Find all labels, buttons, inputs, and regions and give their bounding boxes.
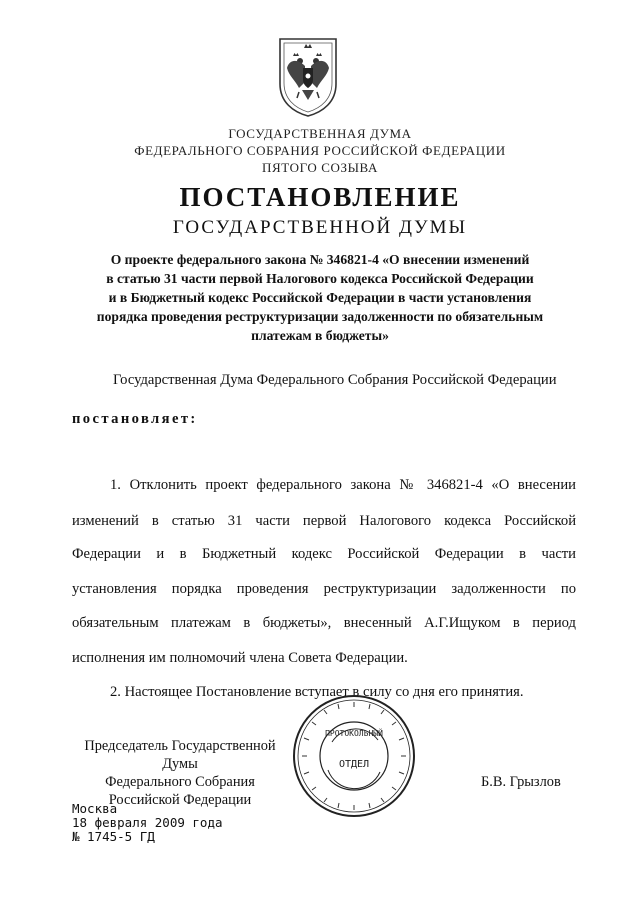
footer-date: 18 февраля 2009 года — [72, 815, 223, 830]
signatory-title-line: Председатель Государственной Думы — [84, 738, 276, 772]
preamble: Государственная Дума Федерального Собрания Российской Федерации — [113, 372, 557, 388]
footer-number: № 1745-5 ГД — [72, 829, 155, 844]
item1-line: изменений в статью 31 части первой Налогового кодекса Российской — [72, 513, 576, 529]
subject-line: в статью 31 части первой Налогового кодекса Российской Федерации — [106, 271, 534, 286]
stamp-center-text: ОТДЕЛ — [338, 759, 370, 770]
item1-line: установления порядка проведения реструктуризации задолженности по — [72, 581, 576, 597]
item1-line: Федерации и в Бюджетный кодекс Российской Федерации в части — [72, 546, 576, 562]
subject-line: О проекте федерального закона № 346821-4 «О внесении изменений — [110, 252, 530, 267]
document-title: ПОСТАНОВЛЕНИЕ — [179, 182, 461, 212]
round-stamp — [292, 694, 416, 818]
subject-line: и в Бюджетный кодекс Российской Федерации в части установления — [108, 290, 532, 305]
header-line-1: ГОСУДАРСТВЕННАЯ ДУМА — [228, 126, 412, 141]
signatory-title-line: Федерального Собрания — [105, 774, 255, 790]
item2: 2. Настоящее Постановление вступает в силу со дня его принятия. — [110, 684, 524, 700]
footer-block — [72, 802, 223, 844]
stamp-ring-text: ПРОТОКОЛЬНЫЙ — [325, 729, 383, 738]
decree-word: постановляет: — [72, 411, 198, 427]
item1-line: обязательным платежам в бюджеты», внесенный А.Г.Ищуком в период — [72, 615, 576, 631]
item1-line: 1. Отклонить проект федерального закона № 346821-4 «О внесении — [110, 477, 576, 493]
document-subtitle: ГОСУДАРСТВЕННОЙ ДУМЫ — [172, 217, 468, 238]
signatory-name: Б.В. Грызлов — [481, 774, 561, 790]
footer-city: Москва — [72, 801, 118, 816]
subject-line: порядка проведения реструктуризации задолженности по обязательным — [96, 309, 544, 324]
signatory-title-line: Российской Федерации — [108, 792, 252, 808]
item1-line: исполнения им полномочий члена Совета Федерации. — [72, 650, 408, 666]
header-line-2: ФЕДЕРАЛЬНОГО СОБРАНИЯ РОССИЙСКОЙ ФЕДЕРАЦИИ — [134, 143, 506, 158]
coat-of-arms-emblem — [277, 36, 339, 118]
signatory-title — [70, 737, 290, 809]
subject-block — [0, 250, 640, 345]
header-line-3: ПЯТОГО СОЗЫВА — [262, 160, 378, 175]
subject-line: платежам в бюджеты» — [251, 328, 389, 343]
